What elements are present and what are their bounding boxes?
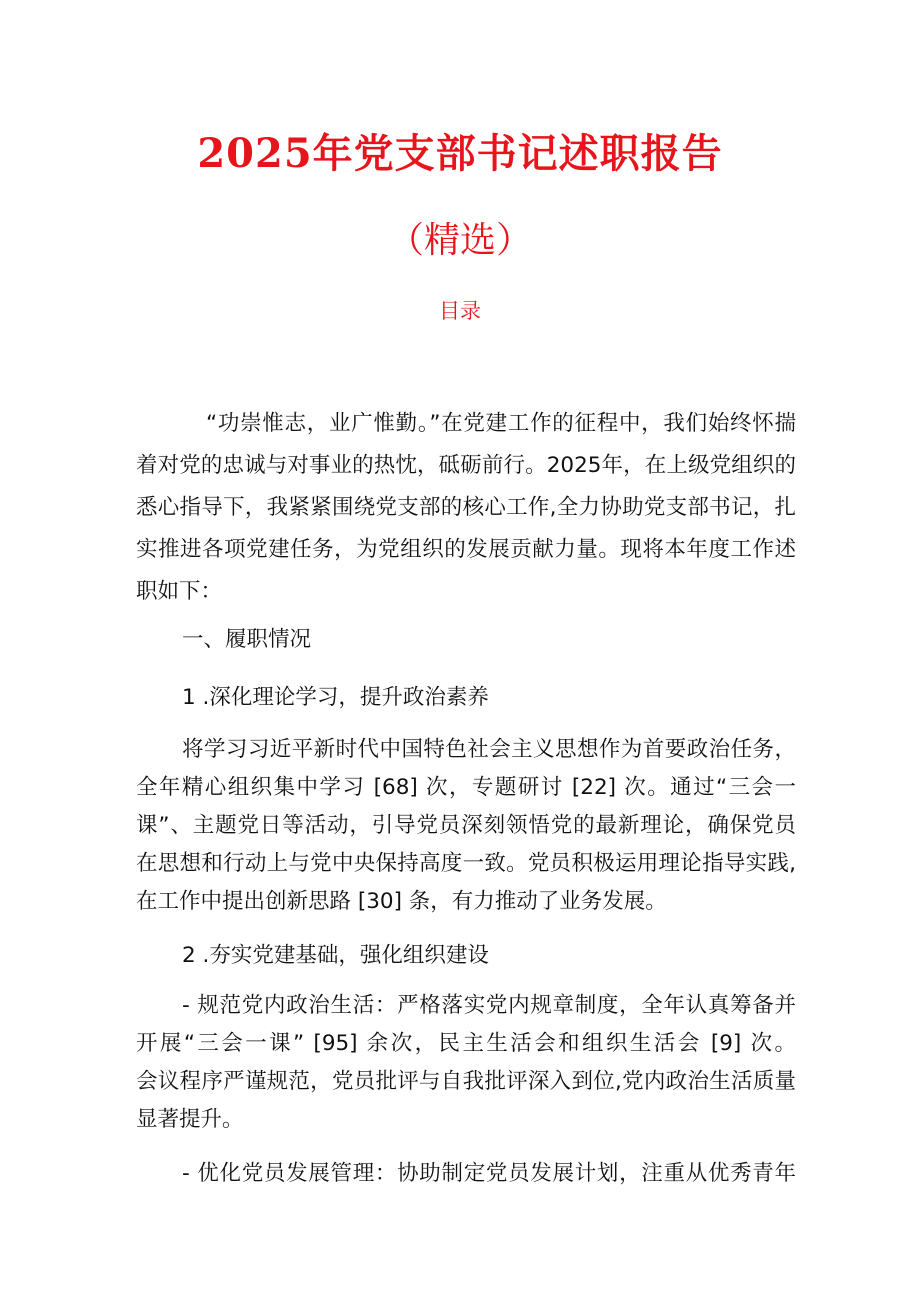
- document-title: 2025年党支部书记述职报告: [197, 130, 723, 177]
- paragraph-line: - 规范党内政治生活：严格落实党内规章制度，全年认真筹备并: [182, 993, 796, 1018]
- paragraph-line: 全年精心组织集中学习 [68] 次，专题研讨 [22] 次。通过“三会一: [136, 775, 796, 800]
- paragraph-line: 在思想和行动上与党中央保持高度一致。党员积极运用理论指导实践,: [136, 851, 796, 876]
- table-of-contents-label: 目录: [439, 299, 481, 323]
- paragraph-line: 实推进各项党建任务，为党组织的发展贡献力量。现将本年度工作述: [136, 537, 796, 562]
- paragraph-line: 显著提升。: [136, 1107, 244, 1132]
- paragraph-line: 悉心指导下，我紧紧围绕党支部的核心工作,全力协助党支部书记，扎: [136, 495, 796, 520]
- paragraph-line: - 优化党员发展管理：协助制定党员发展计划，注重从优秀青年: [182, 1161, 796, 1186]
- section-heading: 一、履职情况: [182, 627, 312, 652]
- paragraph-line: 会议程序严谨规范，党员批评与自我批评深入到位,党内政治生活质量: [136, 1069, 796, 1094]
- paragraph-line: “功崇惟志，业广惟勤。”在党建工作的征程中，我们始终怀揣: [206, 411, 796, 436]
- paragraph-line: 在工作中提出创新思路 [30] 条，有力推动了业务发展。: [136, 889, 667, 914]
- subsection-heading: 2 .夯实党建基础，强化组织建设: [182, 943, 489, 968]
- paragraph-line: 课”、主题党日等活动，引导党员深刻领悟党的最新理论，确保党员: [136, 813, 796, 838]
- subsection-heading: 1 .深化理论学习，提升政治素养: [182, 685, 489, 710]
- paragraph-line: 开展“三会一课” [95] 余次，民主生活会和组织生活会 [9] 次。: [136, 1031, 796, 1056]
- paragraph-line: 职如下：: [136, 579, 223, 604]
- document-subtitle: （精选）: [387, 220, 532, 261]
- paragraph-line: 着对党的忠诚与对事业的热忱，砥砺前行。2025年，在上级党组织的: [136, 453, 796, 478]
- paragraph-line: 将学习习近平新时代中国特色社会主义思想作为首要政治任务，: [182, 737, 796, 762]
